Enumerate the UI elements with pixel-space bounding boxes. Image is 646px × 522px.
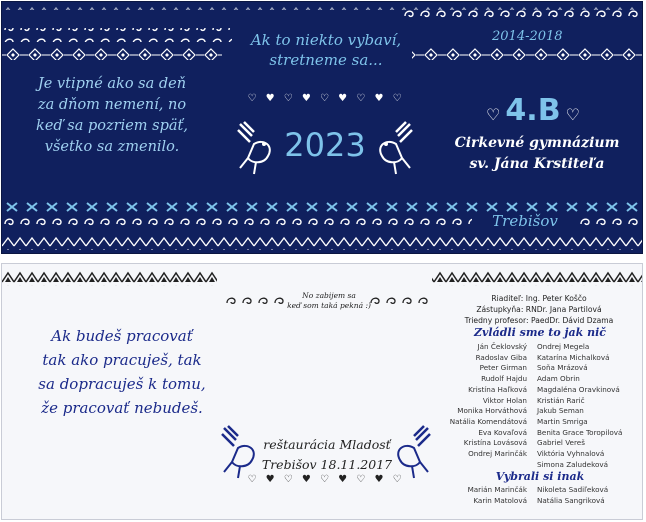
tagline-line-1: Ak to niekto vybaví, bbox=[250, 31, 402, 49]
passed-names-table bbox=[437, 342, 622, 470]
tagline bbox=[228, 30, 424, 70]
list-item: Monika Horváthová bbox=[457, 406, 527, 416]
event-date: Trebišov 18.11.2017 bbox=[261, 457, 393, 472]
front-quote-line: všetko sa zmenilo. bbox=[44, 139, 180, 155]
list-item: Jakub Seman bbox=[537, 406, 584, 416]
front-quote-line: keď sa pozriem späť, bbox=[36, 118, 188, 134]
school-line-2: sv. Jána Krstiteľa bbox=[469, 156, 605, 172]
front-quote bbox=[22, 74, 202, 158]
school-name bbox=[442, 133, 632, 175]
bird-icon bbox=[390, 424, 434, 480]
small-quote-line: keď som taká pekná :) bbox=[287, 301, 371, 310]
class-name: 4.B bbox=[505, 93, 561, 128]
front-quote-line: za dňom nemení, no bbox=[37, 97, 187, 113]
list-item: Magdaléna Oravkinová bbox=[537, 384, 620, 394]
list-item: Benita Grace Toropilová bbox=[537, 427, 623, 437]
small-quote-line: No zabijem sa bbox=[302, 291, 356, 300]
list-item: Ondrej Marinčák bbox=[468, 449, 527, 459]
tagline-line-2: stretneme sa... bbox=[269, 51, 383, 69]
list-item: Adam Obrin bbox=[537, 374, 580, 384]
staff-line: Zástupkyňa: RNDr. Jana Partilová bbox=[476, 305, 602, 314]
venue-block bbox=[260, 435, 394, 475]
staff-list bbox=[439, 293, 639, 326]
town: Trebišov bbox=[492, 212, 558, 230]
heart-icon: ♡ bbox=[565, 105, 580, 124]
top-ornament-band-back bbox=[2, 270, 643, 292]
list-item: Peter Girman bbox=[479, 363, 527, 373]
bird-icon bbox=[234, 120, 278, 176]
school-line-1: Cirkevné gymnázium bbox=[454, 135, 620, 151]
list-item: Natália Sangriková bbox=[537, 495, 605, 505]
back-quote-line: tak ako pracuješ, tak bbox=[42, 351, 202, 369]
bird-icon bbox=[372, 120, 416, 176]
back-quote-line: že pracovať nebudeš. bbox=[41, 399, 203, 417]
list-item: Rudolf Hajdu bbox=[481, 374, 527, 384]
spiral-icon bbox=[368, 294, 434, 306]
list-item: Kristína Haľková bbox=[468, 384, 527, 394]
list-item: Martin Smriga bbox=[537, 416, 588, 426]
heart-icon: ♡ bbox=[485, 105, 501, 124]
list-item: Eva Kovaľová bbox=[478, 427, 527, 437]
front-quote-line: Je vtipné ako sa deň bbox=[37, 76, 187, 92]
list-item: Radoslav Giba bbox=[475, 352, 527, 362]
other-left-column bbox=[437, 485, 537, 506]
venue: reštaurácia Mladosť bbox=[263, 437, 391, 452]
event-year: 2023 bbox=[284, 126, 366, 164]
list-item: Marián Marinčák bbox=[467, 485, 527, 494]
list-item: Simona Zaludeková bbox=[537, 459, 609, 469]
invitation-front bbox=[1, 1, 643, 254]
back-quote-line: sa dopracuješ k tomu, bbox=[38, 375, 206, 393]
bird-icon bbox=[218, 424, 262, 480]
years: 2014-2018 bbox=[492, 29, 563, 44]
list-item: Natália Komendátová bbox=[449, 416, 527, 426]
passed-left-column bbox=[437, 342, 537, 470]
hearts-row-back: ♡ ♥ ♡ ♥ ♡ ♥ ♡ ♥ ♡ bbox=[247, 474, 405, 485]
other-names-table bbox=[437, 485, 608, 506]
spiral-icon bbox=[224, 294, 290, 306]
list-item: Nikoleta Sadiľeková bbox=[537, 485, 609, 494]
invitation-back bbox=[1, 263, 643, 520]
list-item: Viktória Vyhnalová bbox=[537, 449, 605, 459]
staff-line: Triedny profesor: PaedDr. Dávid Dzama bbox=[464, 316, 614, 325]
small-quote bbox=[284, 291, 374, 311]
staff-line: Riaditeľ: Ing. Peter Koščo bbox=[491, 294, 587, 303]
list-item: Viktor Holan bbox=[482, 395, 527, 405]
list-item: Gabriel Vereš bbox=[537, 438, 585, 448]
list-item: Ján Čeklovský bbox=[477, 342, 527, 351]
list-item: Ondrej Megela bbox=[537, 342, 590, 351]
list-item: Kristína Lovásová bbox=[463, 438, 527, 448]
list-item: Kristián Rarič bbox=[537, 395, 585, 405]
list-item: Karin Matolová bbox=[473, 495, 527, 505]
passed-right-column bbox=[537, 342, 622, 470]
heading-passed: Zvládli sme to jak nič bbox=[474, 326, 606, 339]
class-block bbox=[468, 93, 598, 128]
hearts-row-front: ♡ ♥ ♡ ♥ ♡ ♥ ♡ ♥ ♡ bbox=[247, 93, 405, 104]
back-quote bbox=[22, 324, 222, 420]
list-item: Katarína Michalková bbox=[537, 352, 610, 362]
other-right-column bbox=[537, 485, 608, 506]
list-item: Soňa Mrázová bbox=[537, 363, 588, 373]
back-quote-line: Ak budeš pracovať bbox=[51, 327, 193, 345]
heading-other: Vybrali si inak bbox=[495, 470, 585, 483]
